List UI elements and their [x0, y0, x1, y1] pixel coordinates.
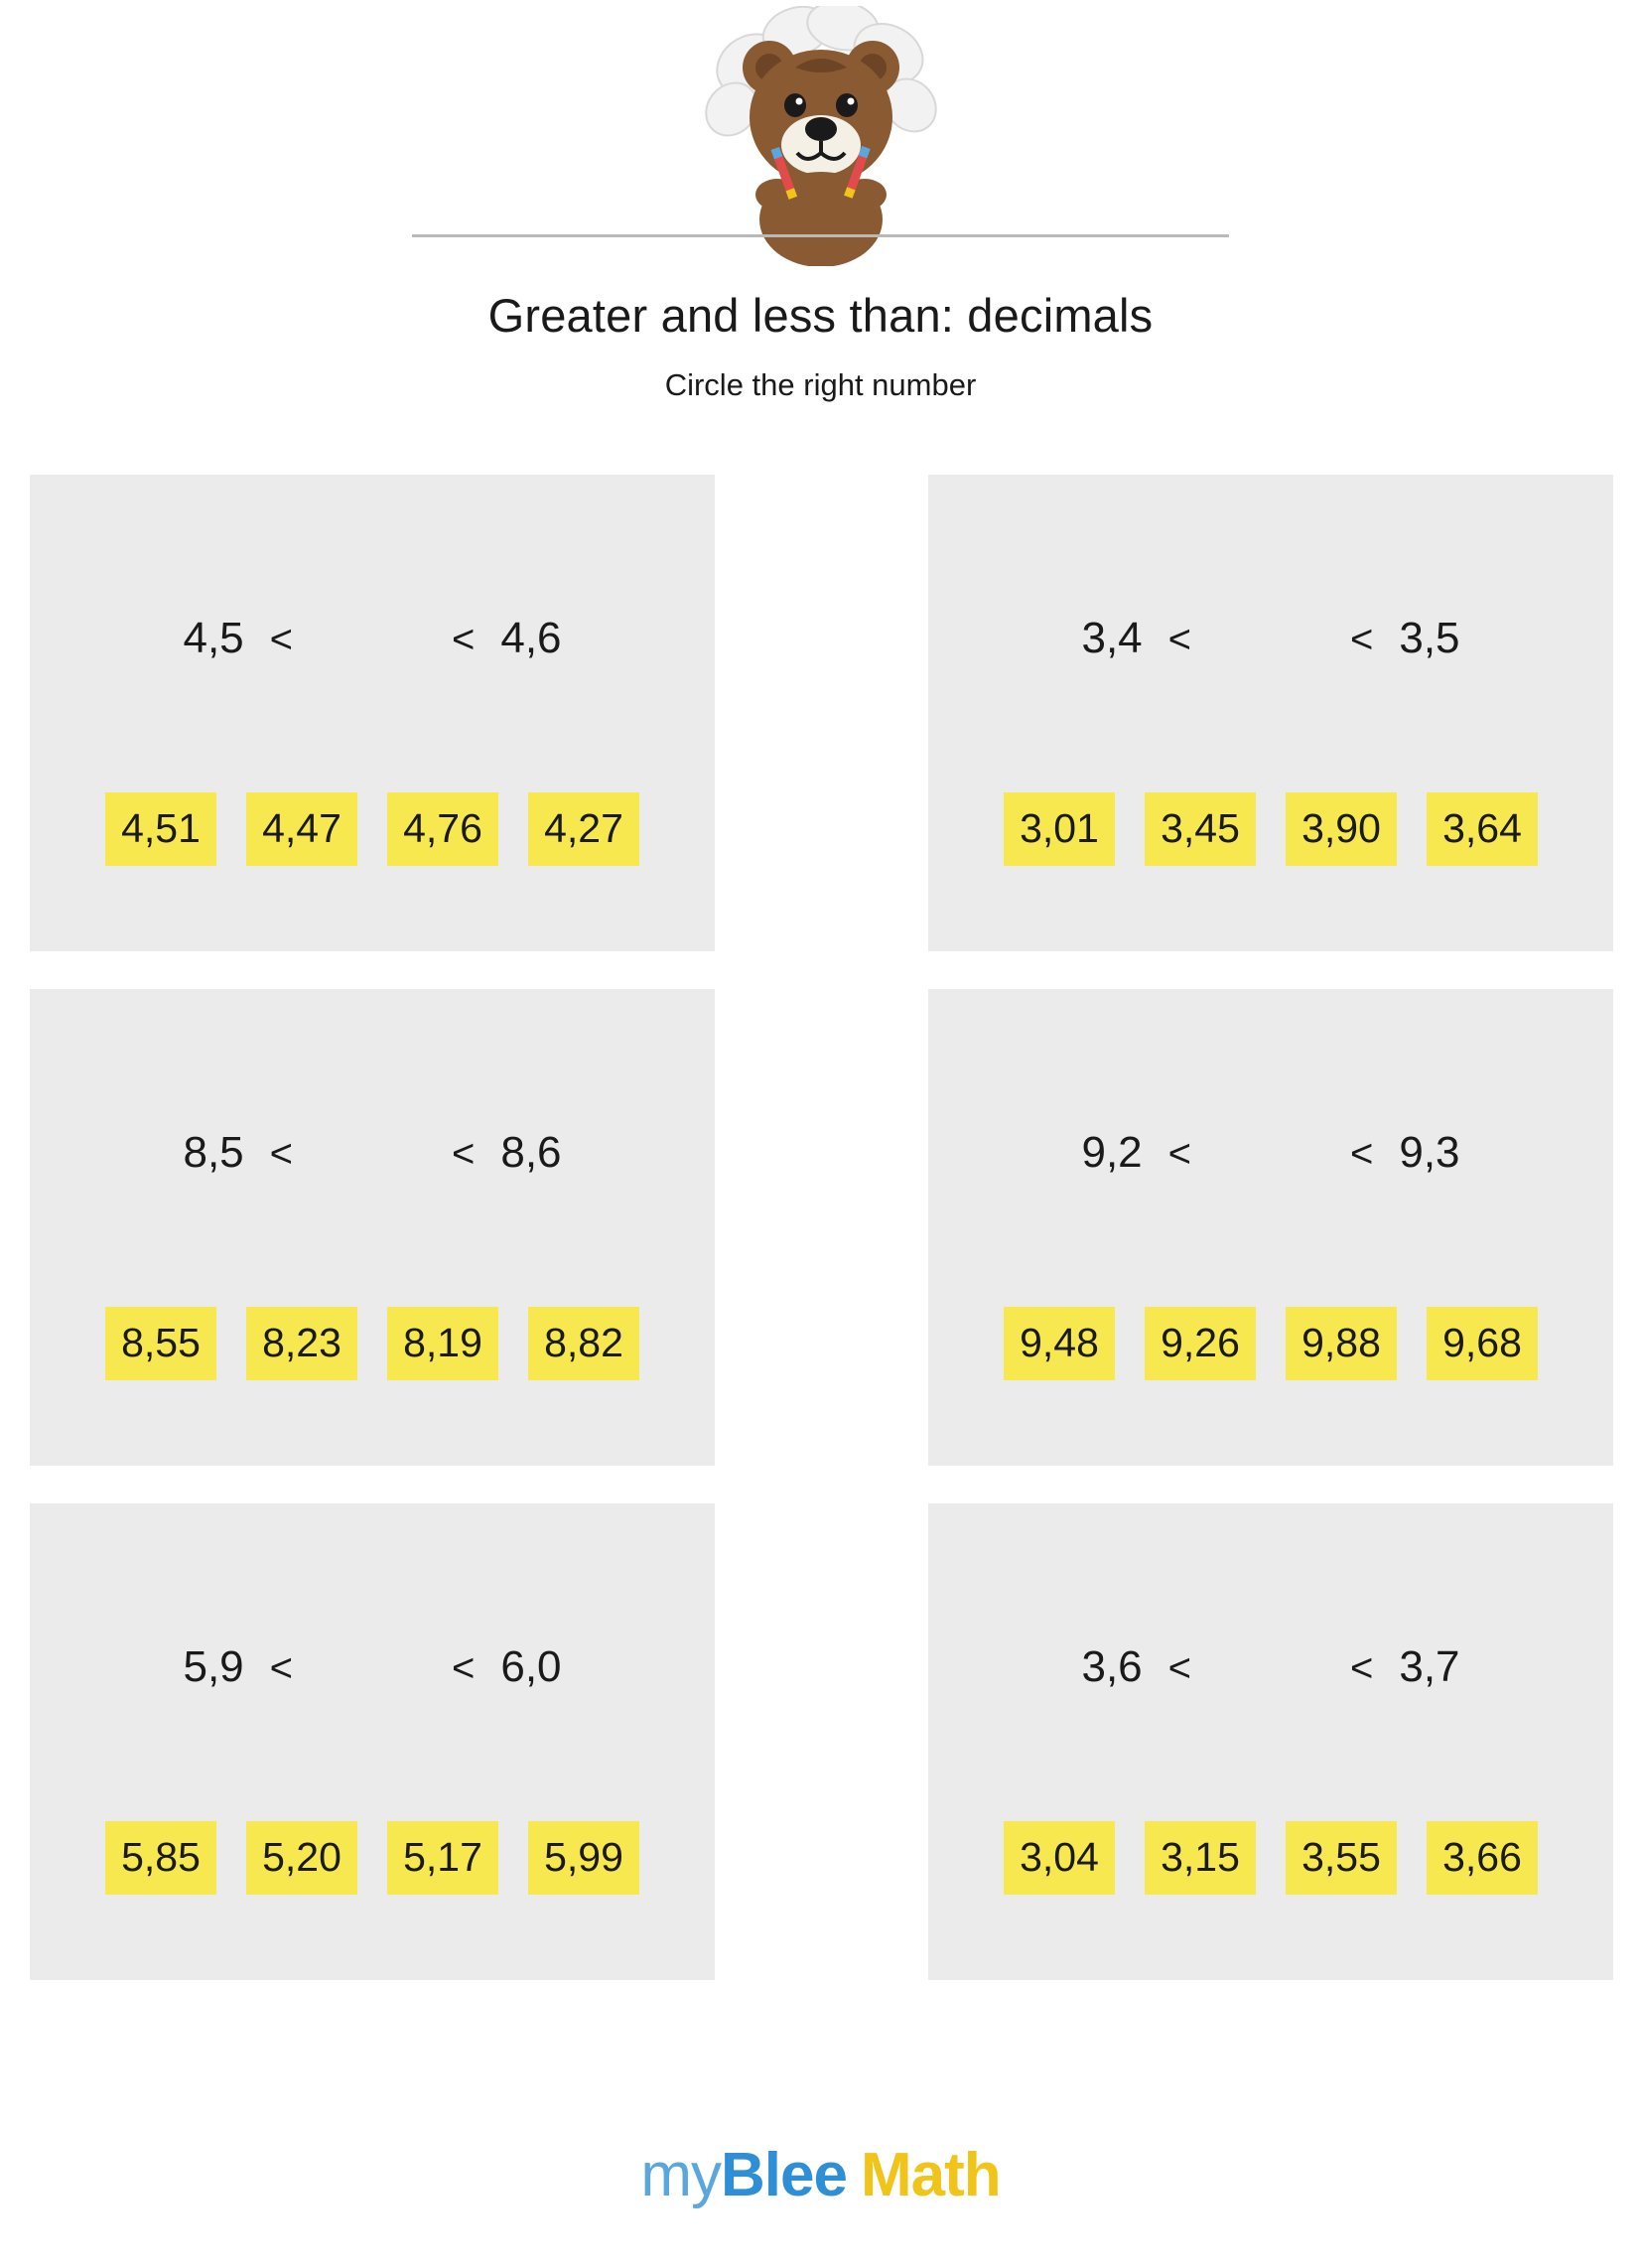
- lower-bound: 4,5: [183, 614, 244, 662]
- header-divider: [412, 234, 1229, 237]
- exercise-card: [30, 989, 715, 1466]
- choice-option[interactable]: 9,26: [1145, 1307, 1256, 1380]
- upper-bound: 9,3: [1399, 1128, 1460, 1177]
- page-subtitle: Circle the right number: [664, 367, 977, 402]
- bear-mascot-icon: [692, 6, 950, 266]
- choice-option[interactable]: 3,90: [1286, 792, 1397, 866]
- choice-option[interactable]: 3,15: [1145, 1821, 1256, 1895]
- choice-option[interactable]: 8,23: [246, 1307, 357, 1380]
- page-title: Greater and less than: decimals: [487, 289, 1154, 342]
- upper-bound: 3,5: [1399, 614, 1460, 662]
- upper-bound: 8,6: [500, 1128, 562, 1177]
- comparison-expression: [928, 614, 1613, 663]
- choice-option[interactable]: 8,19: [387, 1307, 498, 1380]
- less-than-symbol-right: <: [452, 1132, 476, 1176]
- exercise-card: [30, 1503, 715, 1980]
- less-than-symbol-right: <: [452, 1646, 476, 1690]
- less-than-symbol-right: <: [1350, 1646, 1374, 1690]
- choice-row: [928, 792, 1613, 866]
- less-than-symbol-left: <: [1167, 618, 1191, 661]
- choice-row: [30, 792, 715, 866]
- less-than-symbol-left: <: [1167, 1646, 1191, 1690]
- choice-option[interactable]: 4,51: [105, 792, 216, 866]
- choice-option[interactable]: 8,82: [528, 1307, 639, 1380]
- choice-option[interactable]: 5,99: [528, 1821, 639, 1895]
- upper-bound: 3,7: [1399, 1642, 1460, 1691]
- upper-bound: 6,0: [500, 1642, 562, 1691]
- lower-bound: 3,4: [1081, 614, 1143, 662]
- choice-option[interactable]: 5,85: [105, 1821, 216, 1895]
- less-than-symbol-left: <: [1167, 1132, 1191, 1176]
- lower-bound: 5,9: [183, 1642, 244, 1691]
- lower-bound: 9,2: [1081, 1128, 1143, 1177]
- choice-option[interactable]: 3,55: [1286, 1821, 1397, 1895]
- less-than-symbol-right: <: [1350, 1132, 1374, 1176]
- choice-option[interactable]: 3,66: [1427, 1821, 1538, 1895]
- lower-bound: 3,6: [1081, 1642, 1143, 1691]
- brand-logo: [0, 2140, 1641, 2210]
- choice-row: [30, 1821, 715, 1895]
- logo-math: Math: [860, 2141, 1001, 2209]
- comparison-expression: [30, 614, 715, 663]
- choice-option[interactable]: 5,17: [387, 1821, 498, 1895]
- choice-option[interactable]: 3,01: [1004, 792, 1115, 866]
- less-than-symbol-right: <: [1350, 618, 1374, 661]
- choice-option[interactable]: 4,27: [528, 792, 639, 866]
- choice-row: [30, 1307, 715, 1380]
- choice-option[interactable]: 4,47: [246, 792, 357, 866]
- choice-option[interactable]: 9,88: [1286, 1307, 1397, 1380]
- exercise-card: [928, 475, 1613, 951]
- page-header: [0, 0, 1641, 402]
- exercise-card: [30, 475, 715, 951]
- comparison-expression: [928, 1642, 1613, 1692]
- comparison-expression: [30, 1642, 715, 1692]
- exercise-card: [928, 1503, 1613, 1980]
- logo-my: my: [640, 2141, 722, 2209]
- choice-option[interactable]: 5,20: [246, 1821, 357, 1895]
- choice-option[interactable]: 3,45: [1145, 792, 1256, 866]
- less-than-symbol-left: <: [269, 1646, 293, 1690]
- choice-row: [928, 1307, 1613, 1380]
- choice-option[interactable]: 3,04: [1004, 1821, 1115, 1895]
- less-than-symbol-left: <: [269, 618, 293, 661]
- choice-option[interactable]: 8,55: [105, 1307, 216, 1380]
- exercise-grid: [0, 475, 1641, 1980]
- comparison-expression: [928, 1128, 1613, 1178]
- lower-bound: 8,5: [183, 1128, 244, 1177]
- choice-row: [928, 1821, 1613, 1895]
- logo-blee: Blee: [721, 2141, 847, 2209]
- choice-option[interactable]: 9,48: [1004, 1307, 1115, 1380]
- less-than-symbol-left: <: [269, 1132, 293, 1176]
- exercise-card: [928, 989, 1613, 1466]
- less-than-symbol-right: <: [452, 618, 476, 661]
- choice-option[interactable]: 9,68: [1427, 1307, 1538, 1380]
- upper-bound: 4,6: [500, 614, 562, 662]
- choice-option[interactable]: 4,76: [387, 792, 498, 866]
- comparison-expression: [30, 1128, 715, 1178]
- choice-option[interactable]: 3,64: [1427, 792, 1538, 866]
